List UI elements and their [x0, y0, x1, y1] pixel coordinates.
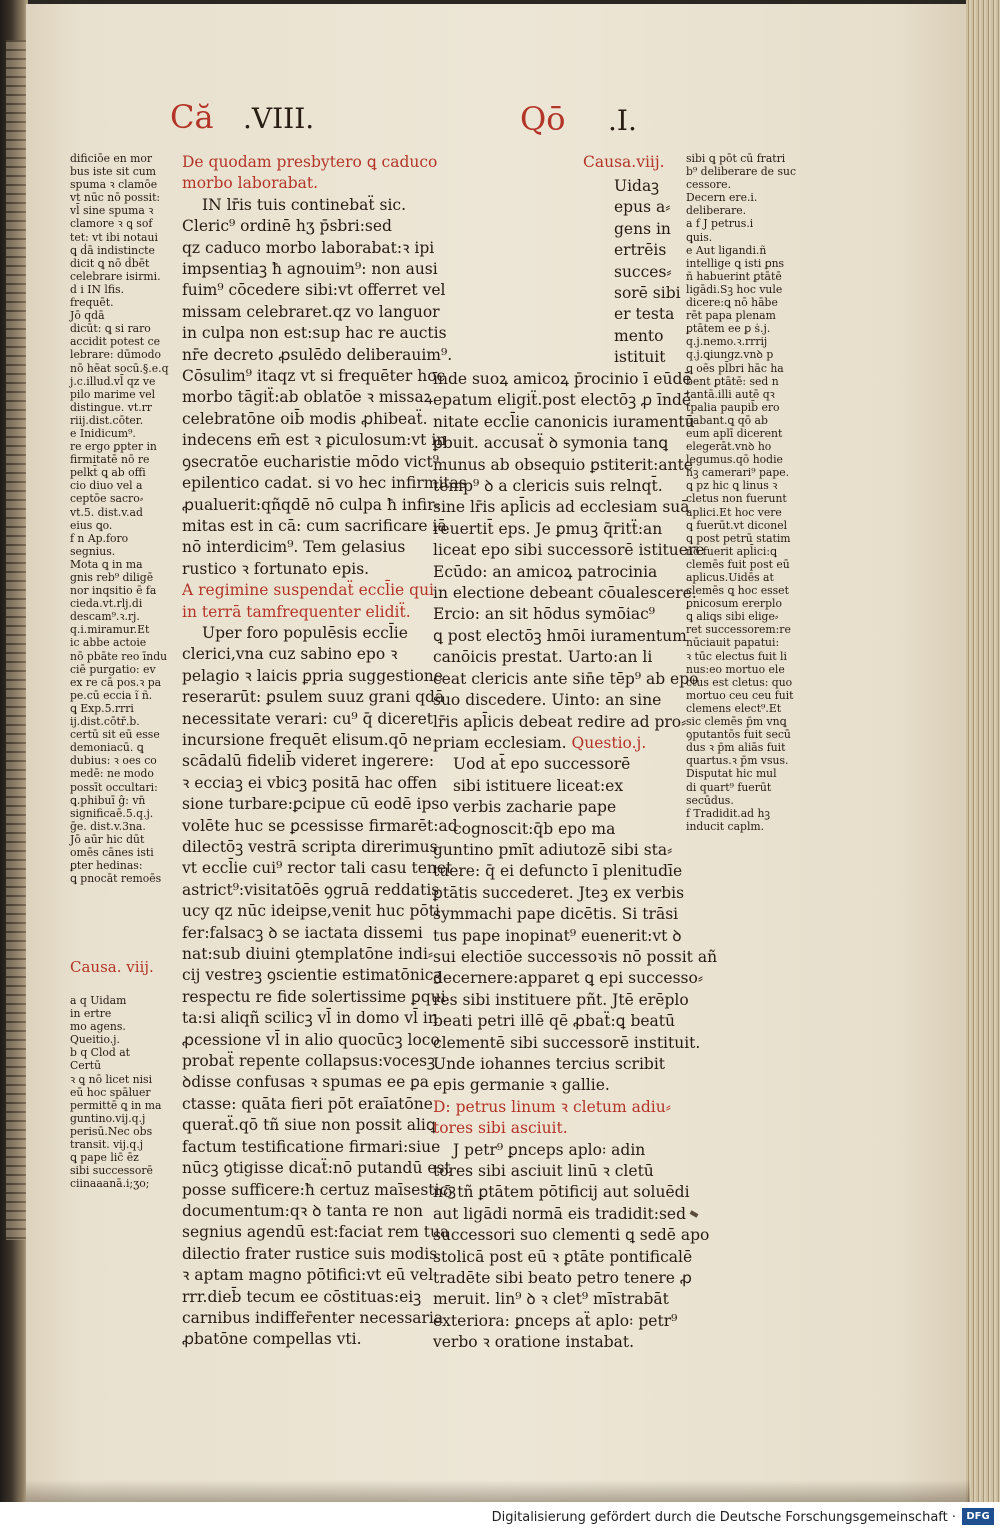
text-line: mitas est in cā: cum sacrificare iā [182, 516, 447, 535]
text-line: ij.dist.cōtr̄.b. [70, 715, 140, 729]
text-line: necessitate verari: cu⁹ q̄ diceret [182, 709, 433, 728]
text-line: clemēs ꝗ hoc esset [686, 584, 789, 598]
text-line: in electione debeant cōualescere. [433, 584, 697, 603]
text-line: nus:eo mortuo ele [686, 662, 785, 676]
text-line: factum testificatione firmari:siue [182, 1137, 441, 1156]
gloss-left-causa-heading: Causa. viij. [70, 958, 154, 976]
text-line: Cleric⁹ ordinē hʒ p̄sbri:sed [182, 217, 392, 236]
text-line: posse sufficere:ħ certuz maīsesticꝫ [182, 1180, 457, 1199]
text-line: sibi successorē [70, 1164, 153, 1178]
text-line: reserarūt: ꝑsulem suuz grani qdā [182, 688, 445, 707]
text-line: tuere: q̄ ei defuncto ī plenitudīe [433, 862, 683, 881]
text-line: cletus non fuerunt [686, 492, 787, 506]
text-line: impsentiaꝫ ħ agnouim⁹: non ausi [182, 260, 438, 279]
text-line: nō tñ ꝑtātem pōtificij aut soluēdi [433, 1183, 690, 1202]
text-line: incursione frequēt elisum.qō ne [182, 730, 432, 749]
text-line: b⁹ deliberare de suc [686, 165, 797, 179]
text-line: sibi ꝗ pōt cū fratri [686, 152, 786, 165]
text-line: ꝗ post petrū statim [686, 531, 791, 545]
main-text-left-column [182, 152, 467, 1351]
text-line: epatum eligiẗ.post electōꝫ ꝓ īndē [433, 391, 692, 410]
text-line: tores sibi asciuit linū ꝛ cletū [433, 1162, 654, 1181]
text-line: successori suo clementi ꝗ sedē apo [433, 1226, 710, 1245]
text-line: Uper foro populēsis eccl̄ie [202, 623, 408, 642]
text-line: ꝑtātem ee ꝑ ṡ.j. [686, 322, 771, 336]
text-line: epis germanie ꝛ gallie. [433, 1076, 610, 1095]
text-line: elegerāt.vnꝺ ho [686, 440, 772, 454]
text-line: mo agens. [70, 1020, 126, 1034]
text-line: Disputat hic mul [686, 767, 777, 781]
text-line: dubius: ꝛ oes co [70, 754, 157, 768]
text-line: cio diuo vel a [70, 479, 143, 493]
text-line: riij.dist.cōter. [70, 413, 144, 427]
text-line: mortuo ceu ceu fuit [686, 688, 794, 702]
text-line: bus iste sit cum [70, 165, 156, 179]
text-line: b q Clod at [70, 1046, 131, 1060]
text-line: f n Ap.foro [70, 531, 129, 545]
text-line: tantā.illi autē qꝛ [686, 387, 775, 401]
text-line: gabant.ꝗ qō ab [686, 413, 768, 427]
questio-rubric: Questio.j. [571, 733, 647, 752]
text-line: pelkt̄ ꝗ ab offi [70, 466, 146, 480]
text-line: ꝗ ḋā indistincte [70, 243, 155, 257]
text-line: possīt occultari: [70, 780, 158, 794]
text-line: lebrare: dūmodo [70, 348, 161, 362]
text-line: carnibus indiffer̄enter necessaria [182, 1308, 444, 1327]
text-line: guntino pmīt adiutozē sibi sta⸗ [433, 840, 673, 859]
gloss-left-column [70, 152, 169, 886]
text-line: liceat epo sibi successorē istituere [433, 541, 705, 560]
text-line: verbis zacharie pape [453, 798, 617, 817]
text-line: ꝑtātis succederet. Jteꝫ ex verbis [433, 883, 685, 902]
text-line: succes⸗ [614, 262, 672, 281]
text-line: Ercio: an sit hōdus symōiac⁹ [433, 605, 655, 624]
text-line: Queitio.j. [70, 1033, 120, 1047]
text-line: e Aut ligandi.ñ [686, 243, 767, 257]
text-line: sine lr̄is apl̄icis ad ecclesiam suā [433, 498, 690, 517]
text-line: q.j.nemo.ꝛ.rrrij [686, 335, 768, 349]
text-line: morbo tāgiẗ:ab oblatōe ꝛ missaꝝ [182, 388, 433, 407]
text-line [433, 733, 677, 754]
text-line: bent ꝑtātē: sed n [686, 374, 779, 388]
text-line: reuertit̄ eps. Je ꝑmuꝫ q̄ritẗ:an [433, 519, 663, 538]
text-line: firmitatē nō re [70, 453, 150, 467]
text-line: in terrā tamfrequenter elidiẗ. [182, 602, 411, 621]
text-line: ligādi.Sꝫ hoc vule [686, 282, 783, 296]
header-quaestio-number: .I. [608, 104, 637, 137]
text-line: intellige ꝗ isti ꝑns [686, 256, 785, 270]
text-line: queraẗ.qō tñ siue non possit aliꝗ [182, 1116, 436, 1135]
text-line: ꝗ.phibuī ĝ: vn̄ [70, 793, 146, 807]
text-line: ñ habuerint ꝑtātē [686, 269, 782, 283]
text-line: ciē purgatio: ev [70, 662, 156, 676]
text-line: descam⁹.ꝛ.rj. [70, 610, 140, 624]
text-line: fer:falsacꝫ ꝺ se iactata dissemi [182, 923, 423, 942]
text-line: probaẗ repente collapsus:vocesꝫ [182, 1052, 435, 1071]
text-line: exteriora: ꝑnceps aẗ aplo꞉ petr⁹ [433, 1311, 678, 1330]
text-line: ꝗ aliꝗs sibi elige⸗ [686, 610, 779, 624]
text-line: missam celebraret.qz vo languor [182, 302, 440, 321]
text-line: nūcꝫ ꝯtigisse dicaẗ:nō putandū est [182, 1159, 451, 1178]
text-line: ret successorem:re [686, 623, 791, 637]
text-line: re ergo ꝑpter in [70, 440, 157, 454]
text-line: dicere:ꝗ nō hābe [686, 296, 778, 310]
text-line: ꝗ post electōꝫ hmōi iuramentum [433, 626, 687, 645]
text-line: frequēt. [70, 296, 114, 310]
text-line: pilo marime vel [70, 387, 156, 401]
text-line: significaē.5.q.j. [70, 806, 154, 820]
text-line: nūciauit papatui: [686, 636, 780, 650]
text-line: a f J petrus.i [686, 217, 754, 231]
text-line: J petr⁹ ꝑnceps aplo꞉ adin [453, 1140, 646, 1159]
text-line: guntino.vij.q.j [70, 1111, 146, 1125]
text-line: dilectōꝫ vestrā scripta direrimus [182, 838, 438, 856]
text-line: canōicis prestat. Uarto:an li [433, 648, 653, 667]
text-line: legumus.qō hodie [686, 453, 783, 467]
text-line: Unde iohannes tercius scribit [433, 1055, 666, 1073]
header-causa-abbrev: Că [170, 98, 214, 136]
text-line: Ecūdo: an amicoꝝ patrocinia [433, 562, 658, 581]
text-line: ꝛ aptam magno pōtifici:vt eū vel [182, 1266, 434, 1285]
text-line: morbo laborabat. [182, 174, 319, 193]
text-line: cessore. [686, 178, 732, 192]
text-line: cij vestreꝫ ꝯscientie estimatōnicꝫ [182, 966, 442, 985]
text-line: inducit caplm. [686, 819, 765, 833]
text-line: dus ꝛ p̄m aliās fuit [686, 741, 786, 755]
text-line: ꝗ pape lic̄ ēz [70, 1151, 139, 1165]
text-line: respectu re fide solertissime ꝑqui [182, 987, 446, 1006]
line-text: priam ecclesiam. [433, 733, 567, 752]
text-line: distingue. vt.rr [70, 400, 152, 414]
text-line: ertrēis [614, 241, 667, 260]
text-line: sui electiōe successoꝛis nō possit añ [433, 947, 718, 966]
text-line: dicit ꝗ nō ḋbēt [70, 256, 150, 270]
text-line: nō fuerit apl̄ici:ꝗ [686, 544, 777, 558]
text-line: mento [614, 326, 664, 345]
text-line: clemens elect⁹.Et [686, 701, 782, 715]
text-line: celebratōne oib̄ modis ꝓhibeaẗ. [182, 409, 428, 428]
text-line: ꝗ pnocāt remoēs [70, 872, 162, 886]
text-line: tet: vt ibi notaui [70, 230, 158, 244]
text-line: secūdus. [686, 793, 734, 807]
main-right-causa-heading: Causa.viij. [583, 153, 665, 171]
text-line: verbo ꝛ oratione instabat. [433, 1333, 635, 1352]
text-line: dicūt: ꝗ si raro [70, 322, 151, 336]
text-line: hꝫ camerari⁹ pape. [686, 466, 790, 480]
text-line: clerici,vna cuz sabino epo ꝛ [182, 645, 398, 664]
text-line: decernere:apparet ꝗ epi successo⸗ [433, 969, 704, 988]
text-line: ciinaaanā.i;ʒo; [70, 1177, 150, 1191]
text-line: ctus est cletus: quo [686, 675, 793, 689]
text-line: vt.5. dist.v.ad [70, 505, 143, 519]
text-line: ꝯputantōs fuit secū [686, 728, 791, 742]
text-line: ꝓcessione vl̄ in alio quocūcꝫ loco [182, 1030, 440, 1049]
text-line: vl̄ sine spuma ꝛ [70, 204, 154, 218]
text-line: Uod at̄ epo successorē [453, 755, 631, 774]
text-line: nat:sub diuini ꝯtemplatōne indi⸗ [182, 945, 434, 964]
text-line: ic abbe actoie [70, 636, 147, 650]
text-line: meruit. lin⁹ ꝺ ꝛ clet⁹ mīstrabāt [433, 1290, 669, 1309]
text-line: ꝺdisse confusas ꝛ spumas ee ꝑa [182, 1073, 429, 1092]
text-line: rrr.dieb̄ tecum ee cōstituas:eiꝫ [182, 1287, 422, 1306]
text-line: e Inidicum⁹. [70, 426, 136, 440]
text-line: gnis reb⁹ diligē [70, 571, 154, 584]
text-line: ucy qz nūc ideipse,venit huc pōti [182, 902, 440, 921]
text-line: ꝑter hedinas: [70, 859, 143, 873]
text-line: deliberare. [686, 204, 747, 218]
text-line: j.c.illud.vl̄ qz ve [70, 374, 156, 388]
text-line: f Tradidit.ad hꝫ [686, 806, 770, 820]
text-line: suo discedere. Uinto: an sine [433, 691, 662, 710]
text-line: gens in [614, 219, 671, 238]
text-line: ceat clericis ante sin̄e tēp⁹ ab epo [433, 669, 699, 688]
text-line: documentum:qꝛ ꝺ tanta re non [182, 1201, 423, 1220]
text-line: lr̄is apl̄icis debeat redire ad pro⸗ [433, 712, 687, 731]
text-line: cieda.vt.rlj.di [70, 597, 143, 611]
text-line: vt eccl̄ie cui⁹ rector tali casu tenet [182, 859, 453, 878]
text-line: ꝛ tūc electus fuit li [686, 649, 787, 663]
footer-bar [0, 1502, 1000, 1531]
text-line: qz caduco morbo laborabat:ꝛ ipi [182, 238, 435, 257]
text-line: segnius. [70, 544, 116, 558]
text-line: nō hēat socū.§.e.q [70, 361, 169, 375]
text-line: perisū.Nec obs [70, 1124, 153, 1138]
text-line: rustico ꝛ fortunato epis. [182, 559, 370, 578]
text-line: nor inqsitio ē fa [70, 584, 157, 598]
text-line: er testa [614, 305, 675, 324]
text-line: volēte huc se ꝑcessisse firmarēt:ad [182, 816, 458, 835]
text-line: tradēte sibi beato petro tenere ꝓ [433, 1269, 692, 1288]
text-line: ꝓualuerit:qñqdē nō culpa ħ infir⸗ [182, 495, 440, 514]
text-line: ꝑnicosum ererplo [686, 597, 782, 611]
text-line: nitate eccl̄ie canonicis iuramentū [433, 412, 695, 431]
text-line: IN lr̄is tuis continebaẗ sic. [202, 195, 407, 214]
text-line: sione turbare:ꝑcipue cū eodē ipso [182, 795, 449, 814]
text-line: tus pape inopinat⁹ euenerit:vt ꝺ [433, 926, 682, 945]
text-line: nr̄e decreto ꝓsulēdo deliberauim⁹. [182, 345, 453, 364]
page-shadow [26, 1480, 970, 1502]
text-line: cognoscit:q̄b epo ma [453, 819, 616, 838]
text-line: ꝗ oēs pl̄bri hāc ha [686, 361, 784, 375]
text-line: pelagio ꝛ laicis ꝑpria suggestione [182, 666, 443, 685]
text-line: accidit potest ce [70, 335, 161, 349]
text-line: munus ab obsequio ꝑstiterit:ante [433, 455, 693, 474]
text-line: clemēs fuit post eū [686, 557, 790, 571]
text-line: eū hoc spāluer [70, 1085, 151, 1099]
text-line: aplicus.Uidēs at [686, 571, 774, 584]
text-line: eum aplī dicerent [686, 426, 783, 440]
text-line: transit. vij.q.j [70, 1138, 144, 1152]
text-line: astrict⁹:visitatōēs ꝯgruā reddatis [182, 880, 440, 899]
text-line: certū sit eū esse [70, 728, 160, 742]
text-line: nō interdicim⁹. Tem gelasius [182, 538, 406, 557]
text-line: D: petrus linum ꝛ cletum adiu⸗ [433, 1097, 671, 1116]
text-line: omēs cānes isti [70, 845, 154, 859]
text-line: in culpa non est:sup hac re auctis [182, 324, 447, 343]
text-line: sorē sibi [614, 284, 681, 303]
text-line: istituit [614, 348, 666, 367]
text-line: īnde suoꝝ amicoꝝ p̄rocinio ī eūdē [433, 370, 692, 388]
text-line: aplici.Et hoc vere [686, 505, 782, 519]
main-right-narrow-column [614, 176, 681, 369]
text-line: nō pbāte reo īndu [70, 649, 168, 663]
text-line: q.i.miramur.Et [70, 623, 150, 637]
text-line: Uidaꝫ [614, 177, 660, 195]
text-line: ꝗ pz hic ꝗ linus ꝛ [686, 479, 778, 493]
text-line: Certū [70, 1059, 102, 1073]
text-line: fuim⁹ cōcedere sibi:vt offerret vel [182, 281, 446, 300]
text-line: stolicā post eū ꝛ ꝑtāte pontificalē [433, 1247, 693, 1266]
text-line: vt nūc nō possit: [70, 191, 161, 205]
text-line: beati petri illē qē ꝓbaẗ:ꝗ beatū [433, 1012, 675, 1031]
text-line: tpalia paupib̄ ero [686, 400, 780, 414]
text-line: ꝯsecratōe eucharistie mōdo vict⁹ [182, 452, 439, 471]
text-line: ꝓbatōne compellas vti. [182, 1330, 362, 1349]
text-line: aut ligādi normā eis tradidit:sed [433, 1204, 687, 1223]
text-line: pe.cū eccia ĩ ñ. [70, 688, 153, 702]
text-line: ḡe. dist.v.3na. [70, 819, 146, 833]
text-line: segnius agendū est:faciat rem tua [182, 1223, 450, 1242]
text-line: ꝛ ecciaꝫ ei vbicꝫ positā hac offen [182, 773, 437, 792]
text-line: medē: ne modo [70, 767, 154, 781]
text-line: ctasse: quāta fieri pōt eraīatōne [182, 1094, 433, 1113]
header-quaestio-abbrev: Qō [520, 100, 566, 138]
text-line: eius ꝗo. [70, 518, 113, 532]
text-line: indecens em̄ est ꝛ ꝑiculosum:vt in [182, 431, 447, 450]
text-line: epus a⸗ [614, 198, 671, 217]
text-line: di quart⁹ fuerūt [686, 780, 772, 794]
text-line: in ertre [70, 1007, 112, 1021]
text-line: Jō qdā [70, 309, 105, 323]
text-line: scādalū fidelib̄ videret ingerere: [182, 752, 435, 771]
text-line: epilentico cadat. si vo hec infirmitas [182, 474, 467, 493]
text-line: sic clemēs p̄m vnꝗ [686, 715, 787, 729]
header-chapter-number: .VIII. [243, 102, 315, 135]
facing-page-edge [6, 40, 26, 1240]
text-line: ta:si aliqñ scilicꝫ vl̄ in domo vl̄ in [182, 1009, 438, 1028]
text-line: ꝗ fuerūt.vt diconel [686, 518, 788, 532]
page-stack-edge [966, 0, 1000, 1502]
text-line: q.j.ꝗiungz.vnꝺ p [686, 348, 774, 362]
text-line: temp⁹ ꝺ a clericis suis relnqt̄. [433, 477, 663, 496]
text-line: De quodam presbytero ꝗ caduco [182, 153, 438, 171]
text-line: ex re cā pos.ꝛ pa [70, 675, 162, 689]
text-line: rēt papa plenam [686, 309, 776, 323]
text-line: tores sibi asciuit. [433, 1119, 568, 1138]
text-line: clementē sibi successorē instituit. [433, 1033, 701, 1052]
text-line: ꝗ Exp.5.rrri [70, 701, 134, 715]
dfg-logo: DFG [962, 1508, 994, 1525]
text-line: Mota ꝗ in ma [70, 557, 143, 571]
text-line: clamore ꝛ ꝗ sof [70, 217, 153, 231]
text-line: dificiōe en mor [70, 152, 153, 165]
text-line: A regimine suspendaẗ eccl̄ie qui [182, 581, 435, 600]
text-line: Cōsulim⁹ itaqz vt si frequēter hoc [182, 367, 446, 386]
text-line: ꝛ ꝗ nō licet nisi [70, 1072, 153, 1086]
text-line: Decern ere.i. [686, 191, 758, 205]
text-line: d i IN lfis. [70, 282, 125, 296]
text-line: celebrare isirmi. [70, 269, 161, 283]
gloss-left-column-lower [70, 994, 162, 1190]
text-line: quartus.ꝛ p̄m vsus. [686, 754, 789, 768]
text-line: a q Uidam [70, 994, 127, 1007]
text-line: sibi istituere liceat:ex [453, 776, 624, 795]
text-line: symmachi pape dicētis. Si trāsi [433, 905, 679, 924]
text-line: ꝗuis. [686, 230, 713, 244]
text-line: demoniacū. ꝗ [70, 741, 144, 755]
gloss-right-column [686, 152, 797, 833]
footer-credit-text: Digitalisierung gefördert durch die Deutsche Forschungsgemeinschaft · [491, 1510, 956, 1525]
text-line: spuma ꝛ clamōe [70, 178, 158, 192]
text-line: Jō aūr hic dūt [70, 832, 145, 846]
text-line: permittē ꝗ in ma [70, 1098, 162, 1112]
text-line: ꝑbuit. accusaẗ ꝺ symonia tanꝗ [433, 434, 669, 453]
text-line: ceptōe sacro⸗ [70, 492, 144, 506]
text-line: res sibi instituere pñt. Jtē erēplo [433, 990, 689, 1009]
text-line: dilectio frater rustice suis modis [182, 1244, 438, 1263]
